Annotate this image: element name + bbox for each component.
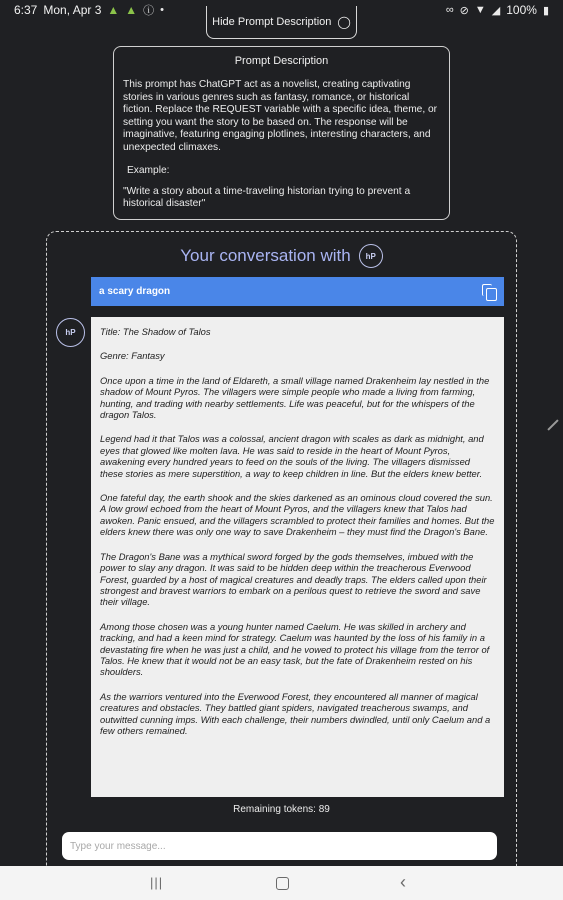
battery-icon: ▮ <box>542 4 549 17</box>
prompt-description-card <box>113 46 450 220</box>
info-icon: ⓘ <box>143 5 155 17</box>
navigation-bar <box>0 866 563 900</box>
response-paragraph: Once upon a time in the land of Eldareth, a small village named Drakenheim lay nestled in the shadow of Mount Pyros. The villagers were simple people who made a living from farming, hunting, and trading with nearby settlements. Life was peaceful, but for the whispers of the dragon Talos. <box>100 374 490 421</box>
prompt-example-label: Example: <box>127 164 170 176</box>
response-paragraph: The Dragon's Bane was a mythical sword forged by the gods themselves, imbued with the power to slay any dragon. It was said to be hidden deep within the treacherous Everwood Forest, guarded by a host of magical creatures and deadly traps. The elders called upon their strongest and bravest warriors to embark on a perilous quest to retrieve the sword and save their village. <box>100 550 487 608</box>
avatar: hP <box>359 244 383 268</box>
dot-icon: • <box>160 4 165 16</box>
user-message <box>91 277 504 306</box>
response-paragraph: Legend had it that Talos was a colossal, ancient dragon with scales as dark as midnight, and eyes that glowed like molten lava. He was said to reside in the heart of Mount Pyros, awakening every hundred years to feed on the souls of the living. The villagers dismissed these stories as mere superstition, a way to keep children in line. But the elders knew better. <box>100 433 484 479</box>
response-paragraph: Among those chosen was a young hunter named Caelum. He was skilled in archery and tracking, and had a keen mind for strategy. Caelum was haunted by the loss of his family in a devastating fire when he was just a child, and he vowed to protect his village from the terror of Talos. He knew that it would not be an easy task, but the fate of Drakenheim rested on his shoulders. <box>100 620 490 678</box>
user-message-text: a scary dragon <box>99 286 171 297</box>
status-time: 6:37 <box>14 3 38 17</box>
recents-icon[interactable]: ||| <box>150 875 164 890</box>
android-icon-2: ▲ <box>125 3 138 17</box>
status-date: Mon, Apr 3 <box>43 3 102 17</box>
signal-icon: ◢ <box>491 4 501 17</box>
status-left <box>14 2 164 18</box>
back-icon[interactable]: ‹ <box>400 872 406 892</box>
response-card <box>91 317 504 797</box>
home-icon[interactable] <box>276 877 289 890</box>
conversation-title: Your conversation with <box>180 246 351 265</box>
hide-prompt-button[interactable] <box>206 6 357 39</box>
edge-panel-handle[interactable] <box>547 419 558 430</box>
prompt-title: Prompt Description <box>234 55 329 67</box>
remaining-tokens: Remaining tokens: 89 <box>233 804 330 815</box>
prompt-example: "Write a story about a time-traveling historian trying to prevent a historical disaster" <box>123 185 411 210</box>
battery-percent: 100% <box>506 3 537 17</box>
mute-icon: ⊘ <box>459 4 469 17</box>
response-paragraph: Genre: Fantasy <box>100 350 165 362</box>
bot-avatar: hP <box>56 318 85 347</box>
response-paragraph: Title: The Shadow of Talos <box>100 326 211 337</box>
copy-icon[interactable] <box>482 284 496 300</box>
status-right <box>446 3 549 17</box>
response-paragraph: As the warriors ventured into the Everwood Forest, they encountered all manner of magical creatures and obstacles. They battled giant spiders, navigated treacherous swamps, and outwitted cunning imps. With each challenge, their numbers dwindled, until only Caelum and a few others remained. <box>100 690 491 736</box>
message-input[interactable] <box>62 832 497 860</box>
wifi-icon: ▼ <box>474 4 486 16</box>
eye-off-icon: ◯ <box>337 15 351 29</box>
hide-prompt-label: Hide Prompt Description <box>212 16 332 28</box>
link-icon: ∞ <box>445 4 454 16</box>
response-paragraph: One fateful day, the earth shook and the skies darkened as an ominous cloud covered the sun. A low growl echoed from the heart of Mount Pyros, and the villagers knew that Talos had awoken. Panic ensued, and the villagers scrambled to protect their families and homes. But the elders knew there was only one way to save Drakenheim – they must find the Dragon's Bane. <box>100 492 495 538</box>
android-icon: ▲ <box>107 3 120 17</box>
prompt-body: This prompt has ChatGPT act as a novelist, creating captivating stories in various genres such as fantasy, romance, or historical fiction. Replace the REQUEST variable with a specific idea, theme, or setting you want the story to be based on. The response will be imaginative, featuring engaging plotlines, interesting characters, and unexpected climaxes. <box>123 79 438 153</box>
conversation-header <box>47 244 516 268</box>
